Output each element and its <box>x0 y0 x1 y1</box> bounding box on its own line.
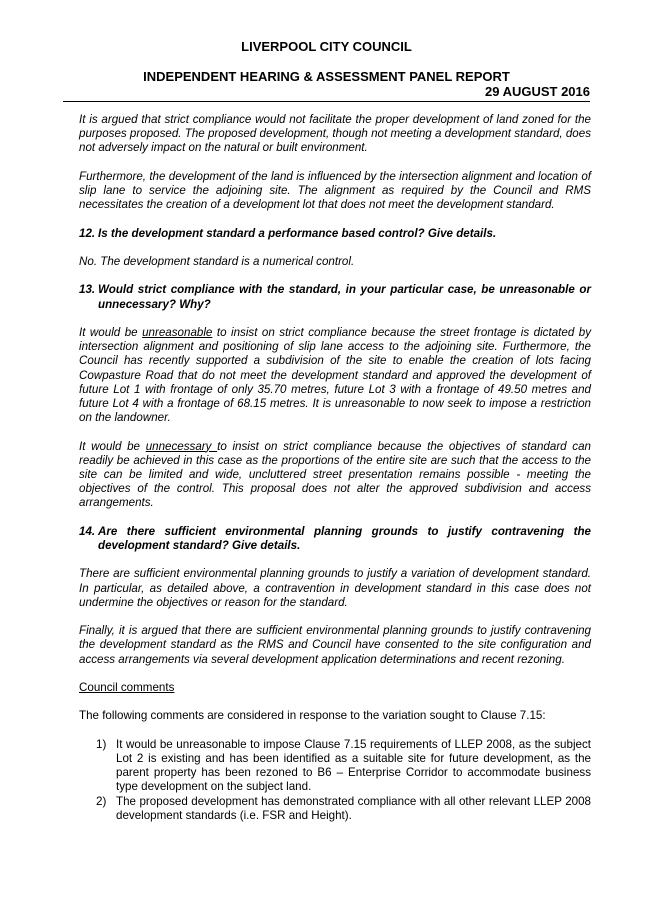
list-item-number: 1) <box>96 737 107 751</box>
list-item-text: It would be unreasonable to impose Clause 7.15 requirements of LLEP 2008, as the subject Lot 2 is existing and has been identified as a suitable site for future development, as the parent property has been rezoned to B6 – Enterprise Corridor to accommodate business type development on the subject land. <box>116 737 591 794</box>
council-comments-heading: Council comments <box>79 680 175 694</box>
question-text: Is the development standard a performance based control? Give details. <box>98 226 497 240</box>
underlined-term: unnecessary <box>145 439 218 453</box>
answer-text: It would be <box>79 439 146 453</box>
answer-13-unreasonable <box>79 326 591 425</box>
list-item <box>96 795 591 823</box>
answer-13-unnecessary <box>79 440 591 511</box>
list-item-text: The proposed development has demonstrated compliance with all other relevant LLEP 2008 development standards (i.e. FSR and Height). <box>116 794 591 822</box>
report-title: INDEPENDENT HEARING & ASSESSMENT PANEL REPORT <box>143 69 510 84</box>
answer-text: to insist on strict compliance because the street frontage is dictated by intersection alignment and positioning of slip lane access to the adjoining site. Furthermore, the Council has recently supported a subdivision of the site to enable the creation of lots facing Cowpasture Road that do not meet the development standard and approved the development of future Lot 1 with frontage of only 35.70 metres, future Lot 3 with a frontage of 49.50 metres and future Lot 4 with a frontage of 68.15 metres. It is unreasonable to now seek to impose a restriction on the landowner. <box>79 325 591 425</box>
answer-12: No. The development standard is a numerical control. <box>79 254 355 268</box>
report-body <box>79 113 591 823</box>
underlined-term: unreasonable <box>142 325 213 339</box>
answer-14-grounds: There are sufficient environmental planning grounds to justify a variation of development standard. In particular, as detailed above, a contravention in development standard in this case does not undermine the objectives or reason for the standard. <box>79 567 591 609</box>
question-12 <box>79 227 591 241</box>
question-13 <box>79 283 591 311</box>
paragraph-compliance: It is argued that strict compliance would not facilitate the proper development of land zoned for the purposes proposed. The proposed development, though not meeting a development standard, does not adversely impact on the natural or built environment. <box>79 113 591 155</box>
answer-14-finally: Finally, it is argued that there are sufficient environmental planning grounds to justify contravening the development standard as the RMS and Council have consented to the site configuration and access arrangements via several development application determinations and recent rezoning. <box>79 624 591 666</box>
report-date: 29 AUGUST 2016 <box>484 84 590 99</box>
answer-text: It would be <box>79 325 143 339</box>
header-divider <box>63 101 590 102</box>
list-item <box>96 738 591 795</box>
council-name: LIVERPOOL CITY COUNCIL <box>241 39 412 54</box>
paragraph-land-influence: Furthermore, the development of the land is influenced by the intersection alignment and location of slip lane to service the adjoining site. The alignment as required by the Council and RMS necessitates the creation of a development lot that does not meet the development standard. <box>79 169 591 212</box>
question-number: 13. <box>79 283 96 297</box>
question-number: 12. <box>79 226 96 240</box>
question-14 <box>79 525 591 553</box>
question-text: Are there sufficient environmental planning grounds to justify contravening the development standard? Give details. <box>98 524 591 552</box>
question-number: 14. <box>79 524 96 538</box>
question-text: Would strict compliance with the standard, in your particular case, be unreasonable or unnecessary? Why? <box>98 283 591 311</box>
council-comments-intro: The following comments are considered in response to the variation sought to Clause 7.15: <box>79 709 546 723</box>
list-item-number: 2) <box>96 794 107 808</box>
council-comments-list <box>79 738 591 823</box>
answer-text: to insist on strict compliance because the objectives of standard can readily be achieved in this case as the proportions of the entire site are such that the access to the site can be limited and wide, uncluttered street presentation remains possible - meeting the objectives of the control. This proposal does not alter the approved subdivision and access arrangements. <box>79 439 591 510</box>
